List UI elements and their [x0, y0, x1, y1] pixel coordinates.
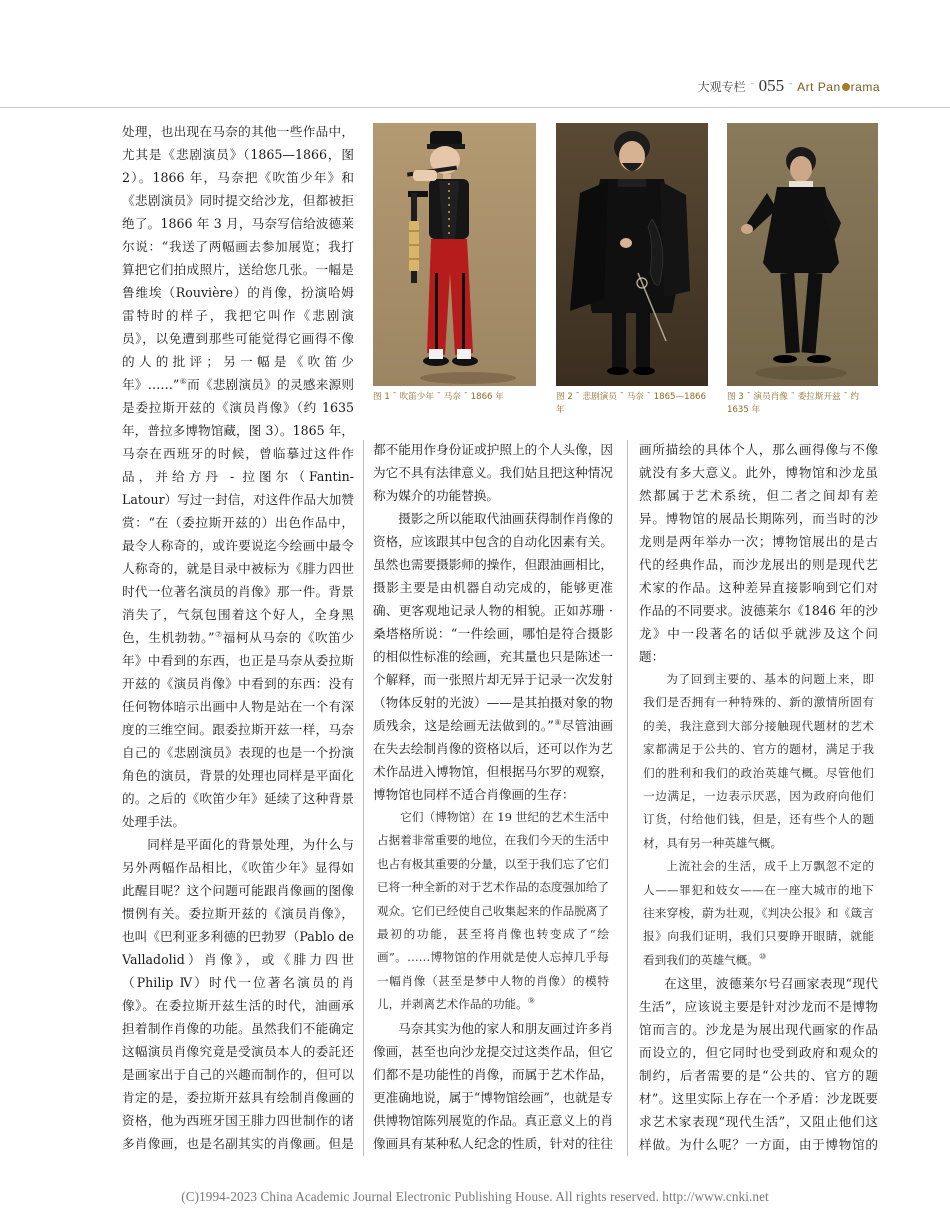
column-name: 大观专栏: [697, 80, 746, 94]
block-quote: 为了回到主要的、基本的问题上来，即我们是否拥有一种特殊的、新的激情所固有的美，我注意到大部分接触现代题材的艺术家都满足于公共的、官方的题材，满足于我们的胜利和我们的政治英雄气概。尽管他们一边满足，一边表示厌恶，因为政府向他们订货，付给他们钱，但是，还有些个人的题材，具有另一种英雄气概。: [643, 672, 874, 850]
journal-brand: Art Pan rama: [797, 80, 880, 94]
paragraph: 在这里，波德莱尔号召画家表现“现代生活”，应该说主要是针对沙龙而不是博物馆而言的。沙龙是为展出现代画家的作品而设立的，但它同时也受到政府和观众的制约，后者需要的是“公共的、官方的题材”。这里实际上存在一个矛盾：沙龙既要求艺术家表现“现代生活”，又阻止他们这样做。为什么呢？一方面，由于博物馆的: [639, 976, 878, 1153]
footnote-marker: ⑦: [214, 629, 223, 639]
copyright-footer: (C)1994-2023 China Academic Journal Electronic Publishing House. All rights reserved. http://www.cnki.net: [181, 1189, 769, 1204]
footnote-marker: ⑩: [758, 952, 767, 962]
paragraph: 摄影之所以能取代油画获得制作肖像的资格，应该跟其中包含的自动化因素有关。虽然也需要摄影师的操作，但跟油画相比，摄影主要是由机器自动完成的，能够更准确、更客观地记录人物的相貌。正如苏珊 · 桑塔格所说：“一件绘画，哪怕是符合摄影的相似性标准的绘画，充其量也只是陈述一个解释，而一张照片却无异于记录一次发射（物体反射的光波）——是其拍摄对象的物质残余，这是绘画无法做到的。”⑧尽管油画在失去绘制肖像的资格以后，还可以作为艺术作品进入博物馆，但根据马尔罗的观察，博物馆也同样不适合肖像画的生存：: [373, 511, 613, 802]
figure-1-caption: 图 1 ¯ 吹笛少年 ¯ 马奈 ¯ 1866 年: [373, 392, 504, 402]
figure-3-caption: 图 3 ¯ 演员肖像 ¯ 委拉斯开兹 ¯ 约 1635 年: [727, 392, 860, 415]
block-quote: 它们（博物馆）在 19 世纪的艺术生活中占据着非常重要的地位，在我们今天的生活中也占有极其重要的分量，以至于我们忘了它们已将一种全新的对于艺术作品的态度强加给了观众。它们已经使自己收集起来的作品脱离了最初的功能，甚至将肖像也转变成了“绘画”。……博物馆的作用就是使人忘掉几乎每一幅肖像（甚至是梦中人物的肖像）的模特儿，并剥离艺术作品的功能。⑨: [377, 810, 609, 1012]
paragraph: 同样是平面化的背景处理，为什么与另外两幅作品相比，《吹笛少年》显得如此醒目呢？这个问题可能跟肖像画的图像惯例有关。委拉斯开兹的《演员肖像》，也叫《巴利亚多利德的巴勃罗（Pablo de Valladolid）肖像》，或《腓力四世（Philip Ⅳ）时代一位著名演员的肖像》。在委拉斯开兹生活的时代，油画承担着制作肖像的功能。虽然我们不能确定这幅演员肖像究竟是受演员本人的委託还是画家出于自己的兴趣而制作的，但可以肯定的是，委拉斯开兹具有绘制肖像画的资格，他为西班牙国王腓力四世制作的诸多肖像画，也是名副其实的肖像画。但是: [122, 837, 354, 1151]
header-separator: ¯: [788, 83, 794, 94]
header-rule: [0, 107, 950, 108]
figure-2-caption: 图 2 ¯ 悲剧演员 ¯ 马奈 ¯ 1865—1866 年: [556, 392, 706, 415]
column-divider: [363, 440, 364, 1156]
paragraph: 马奈其实为他的家人和朋友画过许多肖像画，甚至也向沙龙提交过这类作品，但它们都不是功能性的肖像，而属于艺术作品，更准确地说，属于“博物馆绘画”，也就是专供博物馆陈列展览的作品。真正意义上的肖像画具有某种私人纪念的性质，针对的往往: [373, 1020, 613, 1151]
figure-3-image: [727, 123, 878, 386]
left-column: [122, 120, 354, 1160]
footnote-marker: ⑨: [527, 996, 535, 1006]
paragraph: 都不能用作身份证或护照上的个人头像，因为它不具有法律意义。我们姑且把这种情况称为媒介的功能替换。: [373, 442, 613, 503]
header-separator: ¯: [749, 83, 755, 94]
page-number: 055: [758, 76, 785, 95]
block-quote: 上流社会的生活，成千上万飘忽不定的人——罪犯和妓女——在一座大城市的地下往来穿梭，蔚为壮观，《判决公报》和《箴言报》向我们证明，我们只要睁开眼睛，就能看到我们的英雄气概。⑩: [643, 859, 874, 967]
column-divider: [627, 440, 628, 1156]
brand-dot-icon: [842, 83, 850, 91]
footnote-marker: ⑥: [179, 376, 188, 386]
paragraph: 画所描绘的具体个人，那么画得像与不像就没有多大意义。此外，博物馆和沙龙虽然都属于艺术系统，但二者之间却有差异。博物馆的展品长期陈列，而当时的沙龙则是两年举办一次；博物馆展出的是古代的经典作品，而沙龙展出的则是现代艺术家的作品。这种差异直接影响到它们对作品的不同要求。波德莱尔《1846 年的沙龙》中一段著名的话似乎就涉及这个问题：: [639, 442, 878, 664]
page-header: [698, 76, 880, 96]
footnote-marker: ⑧: [553, 717, 562, 727]
figure-2-image: [556, 123, 708, 386]
paragraph: 处理，也出现在马奈的其他一些作品中，尤其是《悲剧演员》（1865—1866，图 2）。1866 年，马奈把《吹笛少年》和《悲剧演员》同时提交给沙龙，但都被拒绝了。1866 年 3 月，马奈写信给波德莱尔说：“我送了两幅画去参加展览；我打算把它们拍成照片，送给您几张。一幅是鲁维埃（Rouvière）的肖像，扮演哈姆雷特时的样子，我把它叫作《悲剧演员》，以免遭到那些可能觉得它画得不像的人的批评；另一幅是《吹笛少年》……”⑥而《悲剧演员》的灵感来源则是委拉斯开兹的《演员肖像》（约 1635 年，普拉多博物馆藏，图 3）。1865 年，马奈在西班牙的时候，曾临摹过这件作品，并给方丹 - 拉图尔（Fantin-Latour）写过一封信，对这件作品大加赞赏：“在（委拉斯开兹的）出色作品中，最令人称奇的，或许要说迄今绘画中最令人称奇的，就是目录中被标为《腓力四世时代一位著名演员的肖像》那一件。背景消失了，气氛包围着这个好人，全身黑色，生机勃勃。”⑦福柯从马奈的《吹笛少年》中看到的东西，也正是马奈从委拉斯开兹的《演员肖像》中看到的东西：没有任何物体暗示出画中人物是站在一个有深度的三维空间。跟委拉斯开兹一样，马奈自己的《悲剧演员》表现的也是一个扮演角色的演员，背景的处理也同样是平面化的。之后的《吹笛少年》延续了这种背景处理手法。: [122, 124, 354, 829]
right-column: [639, 438, 878, 1160]
middle-column: [373, 438, 613, 1160]
figure-1-image: [373, 123, 536, 386]
